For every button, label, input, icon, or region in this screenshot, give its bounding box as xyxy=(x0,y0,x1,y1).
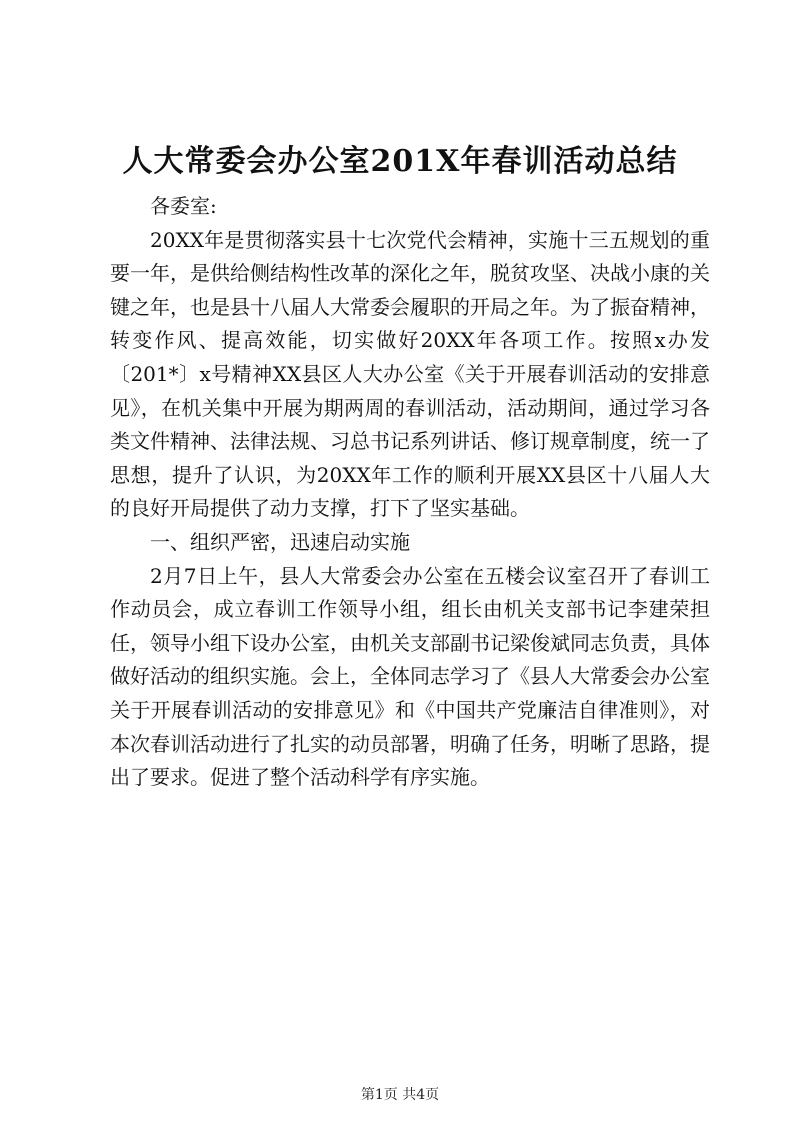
salutation: 各委室: xyxy=(150,194,217,218)
section-heading: 一、组织严密，迅速启动实施 xyxy=(150,529,410,554)
intro-paragraph: 20XX年是贯彻落实县十七次党代会精神，实施十三五规划的重要一年，是供给侧结构性改革的深化之年，脱贫攻坚、决战小康的关键之年，也是县十八届人大常委会履职的开局之年。为了振奋精神，转变作风、提高效能，切实做好20XX年各项工作。按照x办发〔201*〕x号精神XX县区人大办公室《关于开展春训活动的安排意见》，在机关集中开展为期两周的春训活动，活动期间，通过学习各类文件精神、法律法规、习总书记系列讲话、修订规章制度，统一了思想，提升了认识，为20XX年工作的顺利开展XX县区十八届人大的良好开局提供了动力支撑，打下了坚实基础。 xyxy=(110,227,710,521)
document-body xyxy=(110,190,710,795)
section-paragraph: 2月7日上午，县人大常委会办公室在五楼会议室召开了春训工作动员会，成立春训工作领导小组，组长由机关支部书记李建荣担任，领导小组下设办公室，由机关支部副书记梁俊斌同志负责，具体做好活动的组织实施。会上，全体同志学习了《县人大常委会办公室关于开展春训活动的安排意见》和《中国共产党廉洁自律准则》，对本次春训活动进行了扎实的动员部署，明确了任务，明晰了思路，提出了要求。促进了整个活动科学有序实施。 xyxy=(110,563,710,790)
page-footer: 第1页 共4页 xyxy=(360,1087,440,1103)
document-title: 人大常委会办公室201X年春训活动总结 xyxy=(122,144,678,179)
